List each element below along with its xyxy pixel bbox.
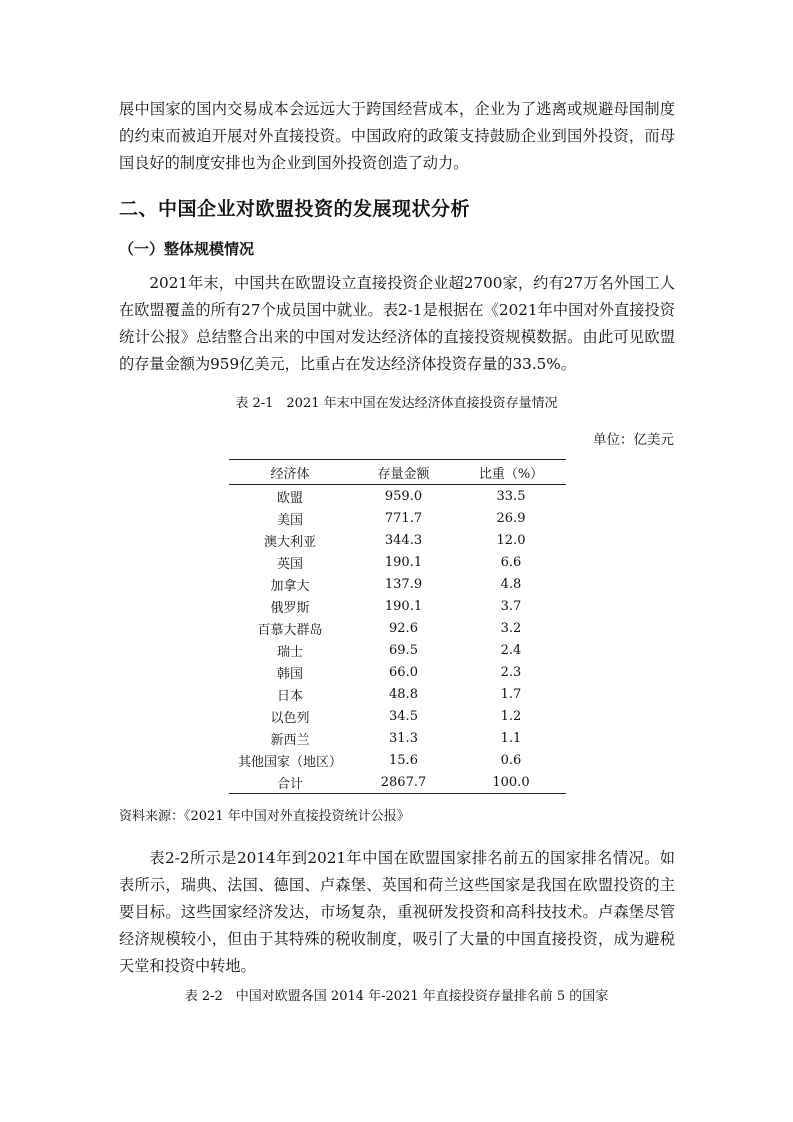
cell-share: 26.9 [496, 510, 526, 526]
cell-share: 6.6 [500, 554, 522, 570]
cell-economy: 其他国家（地区） [237, 754, 342, 770]
cell-economy: 以色列 [270, 710, 310, 726]
cell-share: 2.4 [500, 642, 522, 658]
table-header-row [229, 460, 566, 485]
table-row [229, 551, 566, 573]
table-row [229, 683, 566, 705]
table-row [229, 727, 566, 749]
table-row [229, 639, 566, 661]
cell-amount: 48.8 [389, 686, 418, 702]
table-row [229, 661, 566, 683]
cell-amount: 66.0 [389, 664, 418, 680]
cell-share: 1.1 [500, 730, 522, 746]
cell-economy: 百慕大群岛 [257, 622, 323, 638]
cell-economy: 新西兰 [270, 732, 310, 748]
cell-amount: 92.6 [389, 620, 418, 636]
table-row [229, 485, 566, 508]
table-total-row [229, 771, 566, 794]
subsection-heading: （一）整体规模情况 [119, 240, 255, 258]
cell-share: 3.7 [500, 598, 522, 614]
cell-amount: 190.1 [384, 554, 423, 570]
cell-share: 2.3 [500, 664, 522, 680]
table-row [229, 617, 566, 639]
cell-economy: 合计 [229, 771, 351, 794]
table-row [229, 595, 566, 617]
cell-amount: 771.7 [384, 510, 423, 526]
cell-amount: 34.5 [389, 708, 418, 724]
table-row [229, 529, 566, 551]
intro-paragraph: 展中国家的国内交易成本会远远大于跨国经营成本，企业为了逃离或规避母国制度的约束而被迫开展对外直接投资。中国政府的政策支持鼓励企业到国外投资，而母国良好的制度安排也为企业到国外投资创造了动力。 [119, 100, 675, 172]
table-row [229, 749, 566, 771]
table-row [229, 705, 566, 727]
header-economy: 经济体 [229, 460, 351, 485]
table-row [229, 507, 566, 529]
header-share: 比重（%） [456, 460, 566, 485]
cell-share: 1.2 [500, 708, 522, 724]
cell-amount: 15.6 [389, 752, 418, 768]
paragraph-scale: 2021年末，中国共在欧盟设立直接投资企业超2700家，约有27万名外国工人在欧盟覆盖的所有27个成员国中就业。表2-1是根据在《2021年中国对外直接投资统计公报》总结整合出来的中国对发达经济体的直接投资规模数据。由此可见欧盟的存量金额为959亿美元，比重占在发达经济体投资存量的33.5%。 [119, 274, 675, 373]
cell-share: 4.8 [500, 576, 522, 592]
cell-economy: 瑞士 [276, 644, 303, 660]
cell-economy: 俄罗斯 [270, 600, 310, 616]
table-source-note: 资料来源：《2021 年中国对外直接投资统计公报》 [119, 809, 410, 824]
cell-share: 100.0 [456, 771, 566, 794]
table-2-1 [229, 459, 566, 794]
table-2-1-caption: 表 2-1 2021 年末中国在发达经济体直接投资存量情况 [235, 396, 558, 411]
cell-economy: 韩国 [276, 666, 303, 682]
cell-amount: 190.1 [384, 598, 423, 614]
cell-amount: 344.3 [384, 532, 423, 548]
cell-economy: 日本 [276, 688, 303, 704]
table-row [229, 573, 566, 595]
table-unit: 单位：亿美元 [593, 432, 674, 448]
paragraph-rankings: 表2-2所示是2014年到2021年中国在欧盟国家排名前五的国家排名情况。如表所示，瑞典、法国、德国、卢森堡、英国和荷兰这些国家是我国在欧盟投资的主要目标。这些国家经济发达，市场复杂，重视研发投资和高科技技术。卢森堡尽管经济规模较小，但由于其特殊的税收制度，吸引了大量的中国直接投资，成为避税天堂和投资中转地。 [119, 849, 675, 975]
cell-amount: 137.9 [384, 576, 423, 592]
cell-amount: 959.0 [384, 488, 423, 504]
cell-economy: 美国 [276, 512, 303, 528]
cell-economy: 加拿大 [270, 578, 310, 594]
cell-economy: 英国 [276, 556, 303, 572]
cell-share: 12.0 [496, 532, 526, 548]
cell-economy: 欧盟 [276, 490, 303, 506]
cell-economy: 澳大利亚 [263, 534, 316, 550]
cell-share: 3.2 [500, 620, 522, 636]
header-amount: 存量金额 [351, 460, 456, 485]
cell-amount: 69.5 [389, 642, 418, 658]
table-2-2-caption: 表 2-2 中国对欧盟各国 2014 年-2021 年直接投资存量排名前 5 的国家 [184, 989, 609, 1004]
cell-amount: 2867.7 [351, 771, 456, 794]
cell-share: 0.6 [500, 752, 522, 768]
cell-amount: 31.3 [389, 730, 418, 746]
section-heading: 二、中国企业对欧盟投资的发展现状分析 [119, 198, 471, 220]
cell-share: 1.7 [500, 686, 522, 702]
cell-share: 33.5 [496, 488, 526, 504]
